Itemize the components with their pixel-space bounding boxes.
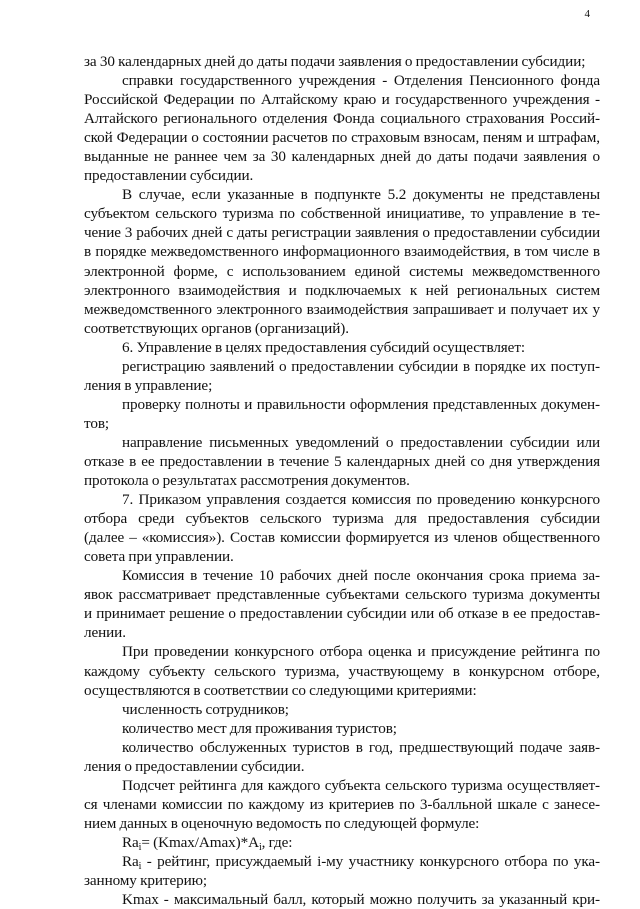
text-line: в порядке межведомственного информационного взаимодействия, в том числе в — [84, 243, 600, 261]
text-line: Подсчет рейтинга для каждого субъекта сельского туризма осуществляет- — [122, 776, 600, 794]
text-line: 7. Приказом управления создается комиссия по проведению конкурсного — [122, 491, 600, 509]
text-line: численность сотрудников; — [122, 700, 289, 718]
text-line: протокола о результатах рассмотрения документов. — [84, 472, 410, 490]
rating-formula: $Ra_i= (Kmax/Amax)*A_i$, где: — [122, 833, 293, 853]
text-line: отбора среди субъектов сельского туризма для предоставления субсидии — [84, 510, 600, 528]
text-line: тов; — [84, 414, 110, 432]
text-line: лении. — [84, 624, 126, 642]
text-line: занному критерию; — [84, 872, 207, 890]
text-line: выданные не раннее чем за 30 календарных дней до даты подачи заявления о — [84, 148, 600, 166]
text-line: явок рассматривает представленные субъектами сельского туризма документы — [84, 586, 600, 604]
text-line: проверку полноты и правильности оформления представленных докумен- — [122, 395, 600, 413]
text-line: ся членами комиссии по каждому из критериев по 3-балльной шкале с занесе- — [84, 795, 600, 813]
text-line: межведомственного электронного взаимодействия запрашивает и получает их у — [84, 300, 600, 318]
text-line: электронного взаимодействия и подключаемых к ней региональных систем — [84, 281, 600, 299]
text-line: Комиссия в течение 10 рабочих дней после окончания срока приема за- — [122, 567, 600, 585]
text-line: соответствующих органов (организаций). — [84, 319, 349, 337]
text-line: совета при управлении. — [84, 548, 234, 566]
text-line: (далее – «комиссия»). Состав комиссии формируется из членов общественного — [84, 529, 600, 547]
text-line: за 30 календарных дней до даты подачи заявления о предоставлении субсидии; — [84, 53, 586, 70]
text-line: нием данных в оценочную ведомость по следующей формуле: — [84, 814, 480, 832]
document-body — [84, 52, 600, 909]
text-line: 6. Управление в целях предоставления субсидий осуществляет: — [122, 338, 525, 356]
text-line: ления в управление; — [84, 376, 213, 394]
text-line: направление письменных уведомлений о предоставлении субсидии или — [122, 433, 600, 451]
text-line: количество обслуженных туристов в год, предшествующий подаче заяв- — [122, 738, 600, 756]
text-line: количество мест для проживания туристов; — [122, 719, 397, 737]
text-line: регистрацию заявлений о предоставлении субсидии в порядке их поступ- — [122, 357, 600, 375]
page-number: 4 — [584, 8, 590, 20]
text-line: чение 3 рабочих дней с даты регистрации заявления о предоставлении субсидии — [84, 224, 600, 242]
text-line: предоставлении субсидии. — [84, 167, 254, 185]
text-line: и принимает решение о предоставлении субсидии или об отказе в ее предостав- — [84, 605, 600, 623]
text-line: Алтайского регионального отделения Фонда социального страхования Россий- — [84, 110, 600, 128]
text-line: При проведении конкурсного отбора оценка и присуждение рейтинга по — [122, 643, 600, 661]
text-line: субъектом сельского туризма по собственной инициативе, то управление в те- — [84, 205, 600, 223]
text-line: справки государственного учреждения - Отделения Пенсионного фонда — [122, 72, 600, 90]
text-line: ления о предоставлении субсидии. — [84, 757, 305, 775]
text-line: В случае, если указанные в подпункте 5.2 документы не представлены — [122, 186, 600, 204]
text-line: Российской Федерации по Алтайскому краю и государственного учреждения - — [84, 91, 600, 109]
rating-definition: $Ra_i$ - рейтинг, присуждаемый i-му участнику конкурсного отбора по ука- — [122, 852, 600, 872]
text-line: электронной форме, с использованием единой системы межведомственного — [84, 262, 600, 280]
text-line: ской Федерации о состоянии расчетов по страховым взносам, пеням и штрафам, — [84, 129, 600, 147]
text-line: Kmax - максимальный балл, который можно получить за указанный кри- — [122, 891, 600, 909]
text-line: осуществляются в соответствии со следующими критериями: — [84, 681, 477, 699]
text-line: отказе в ее предоставлении в течение 5 календарных дней со дня утверждения — [84, 452, 600, 470]
text-line: каждому субъекту сельского туризма, участвующему в конкурсном отборе, — [84, 662, 600, 680]
